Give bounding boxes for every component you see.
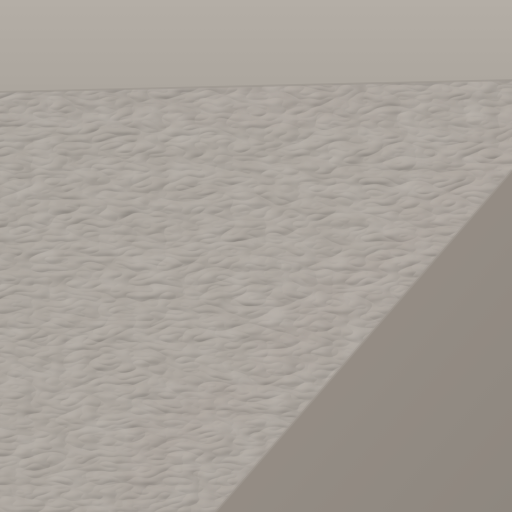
top-band — [0, 0, 512, 92]
